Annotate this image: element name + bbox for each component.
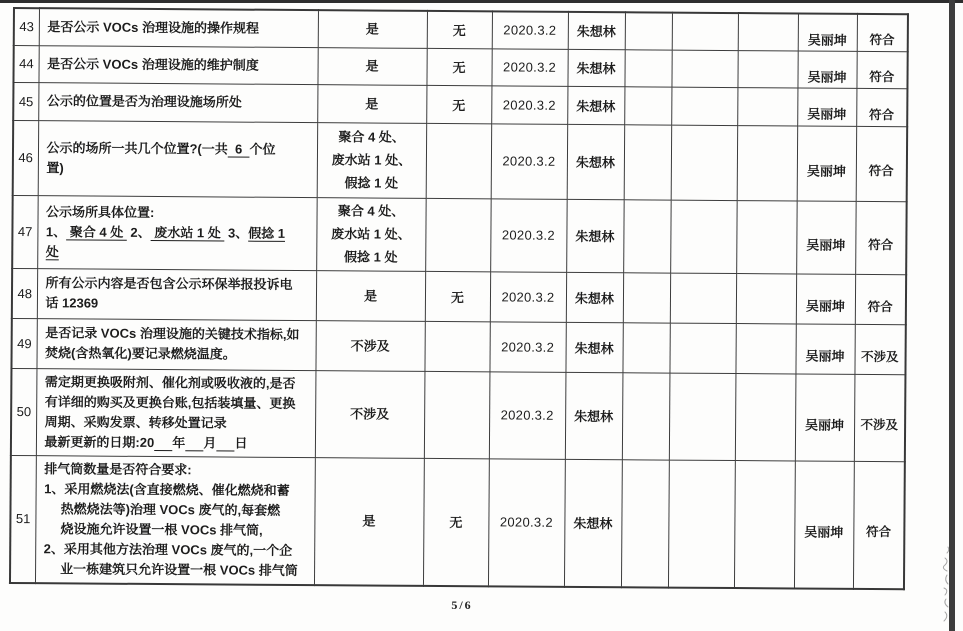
question-text: 是否公示 VOCs 治理设施的操作规程 xyxy=(47,18,260,36)
question-cell xyxy=(39,8,318,47)
answer-cell xyxy=(316,270,425,321)
answer-line: 不涉及 xyxy=(350,337,390,354)
scan-top-edge xyxy=(0,0,963,3)
question-line xyxy=(47,54,311,76)
empty-cell xyxy=(737,87,797,125)
table-row xyxy=(12,268,906,324)
empty-cell xyxy=(669,373,736,460)
row-number-cell: 51 xyxy=(10,455,36,583)
row-number-cell: 48 xyxy=(12,268,37,318)
inspection-table xyxy=(9,7,909,590)
empty-cell xyxy=(670,273,736,323)
date-cell: 2020.3.2 xyxy=(490,198,567,272)
table-row xyxy=(13,120,908,201)
question-text: 公示的位置是否为治理设施场所处 xyxy=(46,93,242,110)
answer-line: 聚合 4 处、 xyxy=(337,203,405,219)
empty-cell xyxy=(736,273,796,323)
inspection-table-body xyxy=(10,8,908,589)
result-text: 符合 xyxy=(869,33,895,48)
question-text: 是否公示 VOCs 治理设施的维护制度 xyxy=(47,55,259,73)
empty-cell xyxy=(670,200,737,273)
result-text: 不涉及 xyxy=(861,349,899,364)
result-cell xyxy=(854,374,906,461)
question-line xyxy=(45,372,309,394)
result-cell xyxy=(855,274,906,324)
filled-blank-text xyxy=(216,435,234,450)
question-text: 月 xyxy=(203,434,217,450)
result-cell xyxy=(857,14,908,51)
empty-cell xyxy=(668,460,735,588)
question-line xyxy=(47,91,311,113)
inspector-cell: 朱想林 xyxy=(566,272,623,322)
question-text: 是否记录 VOCs 治理设施的关键技术指标,如 xyxy=(45,325,300,343)
result-cell xyxy=(856,88,907,126)
vocs-checklist-table xyxy=(9,7,909,590)
secondary-answer-cell: 无 xyxy=(425,271,490,321)
question-text: 年 xyxy=(172,434,186,450)
date-cell: 2020.3.2 xyxy=(492,11,568,49)
question-text: 有详细的购买及更换台账,包括装填量、更换 xyxy=(44,393,296,411)
reviewer-cell xyxy=(795,373,855,460)
question-cell xyxy=(38,82,317,122)
answer-cell xyxy=(316,197,426,271)
reviewer-cell xyxy=(797,125,857,200)
question-text: 烧设施允许设置一根 VOCs 排气筒, xyxy=(43,520,263,538)
result-text: 符合 xyxy=(868,163,894,179)
reviewer-name: 吴丽坤 xyxy=(806,237,846,253)
empty-cell xyxy=(624,49,671,86)
margin-handwriting-marks xyxy=(936,545,956,630)
inspector-cell: 朱想林 xyxy=(564,459,622,587)
filled-blank-text: 废水站 1 处 xyxy=(150,224,225,240)
question-line xyxy=(46,222,310,244)
question-text: 1、 xyxy=(45,223,67,239)
question-cell xyxy=(35,455,315,584)
result-text: 符合 xyxy=(869,69,895,85)
secondary-answer-cell xyxy=(426,123,492,198)
secondary-answer-cell: 无 xyxy=(423,458,489,586)
question-text: 所有公示内容是否包含公示环保举报投诉电 xyxy=(45,275,293,292)
table-row xyxy=(14,8,908,51)
filled-blank-text: 6 xyxy=(227,141,250,157)
filled-blank-text: 假捻 1 xyxy=(248,225,286,241)
empty-cell xyxy=(621,459,669,587)
question-cell xyxy=(37,195,317,270)
reviewer-cell xyxy=(795,323,854,373)
answer-cell xyxy=(317,84,426,123)
inspector-cell: 朱想林 xyxy=(565,372,623,459)
empty-cell xyxy=(737,50,797,87)
secondary-answer-cell: 无 xyxy=(426,48,491,85)
reviewer-name: 吴丽坤 xyxy=(805,417,845,433)
inspector-cell: 朱想林 xyxy=(567,124,625,199)
row-number-cell: 49 xyxy=(11,318,36,368)
empty-cell xyxy=(671,50,737,87)
answer-cell xyxy=(314,457,424,585)
answer-cell xyxy=(317,122,427,198)
question-text: 排气筒数量是否符合要求: xyxy=(44,460,192,477)
reviewer-name: 吴丽坤 xyxy=(807,106,847,122)
reviewer-name: 吴丽坤 xyxy=(807,69,847,85)
answer-cell xyxy=(315,320,424,371)
reviewer-cell xyxy=(797,50,856,87)
empty-cell xyxy=(622,372,670,459)
question-line xyxy=(44,479,308,501)
result-text: 符合 xyxy=(868,107,895,122)
date-cell: 2020.3.2 xyxy=(491,48,567,86)
empty-cell xyxy=(669,323,735,373)
question-cell xyxy=(38,45,317,84)
empty-cell xyxy=(671,87,737,125)
table-row xyxy=(12,195,906,274)
empty-cell xyxy=(623,272,670,322)
secondary-answer-cell: 无 xyxy=(427,11,492,48)
question-text: 周期、采购发票、转移处置记录 xyxy=(44,413,227,431)
inspector-cell: 朱想林 xyxy=(566,199,624,272)
date-cell: 2020.3.2 xyxy=(489,371,566,459)
question-line xyxy=(46,242,310,264)
question-cell xyxy=(36,318,315,370)
filled-blank-text: 聚合 4 处 xyxy=(66,223,127,240)
date-cell: 2020.3.2 xyxy=(489,321,565,372)
answer-line: 是 xyxy=(365,95,379,112)
result-text: 不涉及 xyxy=(860,417,899,433)
question-line xyxy=(45,392,309,414)
row-number-cell: 43 xyxy=(14,8,39,45)
row-number-cell: 45 xyxy=(13,82,38,120)
row-number-cell: 44 xyxy=(13,45,38,82)
page-number: 5/6 xyxy=(451,598,473,612)
question-line xyxy=(45,293,309,315)
question-line xyxy=(45,323,309,345)
secondary-answer-cell xyxy=(425,198,491,271)
row-number-cell: 47 xyxy=(12,195,38,268)
question-text: 日 xyxy=(234,435,248,451)
question-cell xyxy=(36,368,316,457)
question-text: 公示场所具体位置: xyxy=(46,203,155,220)
question-line xyxy=(46,273,310,295)
reviewer-cell xyxy=(798,13,857,50)
empty-cell xyxy=(625,12,672,49)
question-line xyxy=(46,202,310,224)
result-text: 符合 xyxy=(866,524,892,540)
answer-line: 假捻 1 处 xyxy=(343,249,398,265)
reviewer-name: 吴丽坤 xyxy=(806,163,846,179)
question-line xyxy=(45,343,309,365)
answer-line: 是 xyxy=(365,58,379,74)
inspector-cell: 朱想林 xyxy=(568,12,625,49)
filled-blank-text: 处 xyxy=(45,243,59,259)
answer-cell xyxy=(317,47,426,85)
date-cell: 2020.3.2 xyxy=(488,458,565,586)
table-row xyxy=(10,455,905,589)
secondary-answer-cell: 无 xyxy=(426,85,491,123)
result-cell xyxy=(856,51,907,88)
table-row xyxy=(11,368,906,461)
table-row xyxy=(13,82,907,126)
question-cell xyxy=(37,268,316,320)
question-text: 1、采用燃烧法(含直接燃烧、催化燃烧和蓄 xyxy=(44,480,290,498)
empty-cell xyxy=(622,322,669,372)
reviewer-cell xyxy=(796,200,856,273)
scan-right-edge xyxy=(949,0,955,631)
result-text: 符合 xyxy=(867,299,893,314)
empty-cell xyxy=(738,13,798,50)
answer-line: 废水站 1 处、 xyxy=(331,152,412,168)
question-text: 焚烧(含热氧化)要记录燃烧温度。 xyxy=(45,345,236,362)
secondary-answer-cell xyxy=(424,371,490,458)
question-line xyxy=(44,499,308,521)
answer-line: 不涉及 xyxy=(350,406,390,422)
reviewer-cell xyxy=(796,273,855,323)
row-number-cell: 46 xyxy=(13,120,39,195)
result-cell xyxy=(856,126,908,201)
question-cell xyxy=(38,120,318,197)
answer-line: 假捻 1 处 xyxy=(344,175,399,191)
question-text: 最新更新的日期:20 xyxy=(44,433,155,450)
question-line xyxy=(44,539,308,561)
question-text: 需定期更换吸附剂、催化剂或吸收液的,是否 xyxy=(44,373,296,391)
question-text: 个位 xyxy=(249,141,276,157)
question-line xyxy=(46,138,310,160)
empty-cell xyxy=(734,460,795,588)
reviewer-name: 吴丽坤 xyxy=(805,298,845,314)
date-cell: 2020.3.2 xyxy=(491,123,568,199)
question-text: 热燃烧法等)治理 VOCs 废气的,每套燃 xyxy=(43,500,281,518)
empty-cell xyxy=(735,323,795,373)
result-cell xyxy=(854,324,905,374)
secondary-answer-cell xyxy=(424,321,489,371)
question-text: 2、采用其他方法治理 VOCs 废气的,一个企 xyxy=(43,540,293,558)
reviewer-cell xyxy=(794,460,854,588)
inspector-cell: 朱想林 xyxy=(567,86,624,124)
date-cell: 2020.3.2 xyxy=(491,85,567,124)
empty-cell xyxy=(623,199,671,272)
table-row xyxy=(13,45,907,88)
empty-cell xyxy=(737,125,798,200)
empty-cell xyxy=(735,373,796,460)
table-row xyxy=(11,318,905,374)
answer-cell xyxy=(315,370,425,458)
question-text: 2、 xyxy=(126,224,151,240)
result-cell xyxy=(855,201,907,274)
question-line xyxy=(44,459,308,481)
answer-line: 是 xyxy=(363,287,378,304)
question-line xyxy=(46,158,310,180)
result-text: 符合 xyxy=(868,237,894,253)
inspector-cell: 朱想林 xyxy=(565,322,622,372)
date-cell: 2020.3.2 xyxy=(490,271,566,322)
question-text: 3、 xyxy=(224,224,249,241)
question-line xyxy=(44,559,308,581)
question-line xyxy=(47,17,311,39)
answer-line: 废水站 1 处、 xyxy=(331,226,411,242)
question-line xyxy=(44,432,308,454)
row-number-cell: 50 xyxy=(11,368,37,455)
empty-cell xyxy=(624,86,671,124)
empty-cell xyxy=(736,200,797,273)
question-line xyxy=(45,412,309,434)
reviewer-name: 吴丽坤 xyxy=(807,32,847,48)
result-cell xyxy=(853,461,905,589)
question-text: 公示的场所一共几个位置?(一共 xyxy=(46,139,228,157)
empty-cell xyxy=(672,13,738,50)
filled-blank-text xyxy=(154,434,172,449)
answer-cell xyxy=(318,10,427,48)
reviewer-name: 吴丽坤 xyxy=(805,348,845,364)
answer-line: 是 xyxy=(365,21,379,37)
empty-cell xyxy=(624,124,672,199)
empty-cell xyxy=(671,125,738,200)
filled-blank-text xyxy=(185,435,203,450)
question-text: 置) xyxy=(46,159,64,175)
question-line xyxy=(44,519,308,541)
answer-line: 聚合 4 处、 xyxy=(338,129,405,145)
question-text: 业一栋建筑只允许设置一根 VOCs 排气筒 xyxy=(43,560,298,578)
reviewer-cell xyxy=(797,87,856,125)
reviewer-name: 吴丽坤 xyxy=(804,524,844,540)
answer-line: 是 xyxy=(362,513,376,529)
question-text: 话 12369 xyxy=(45,295,99,311)
inspector-cell: 朱想林 xyxy=(567,49,624,86)
